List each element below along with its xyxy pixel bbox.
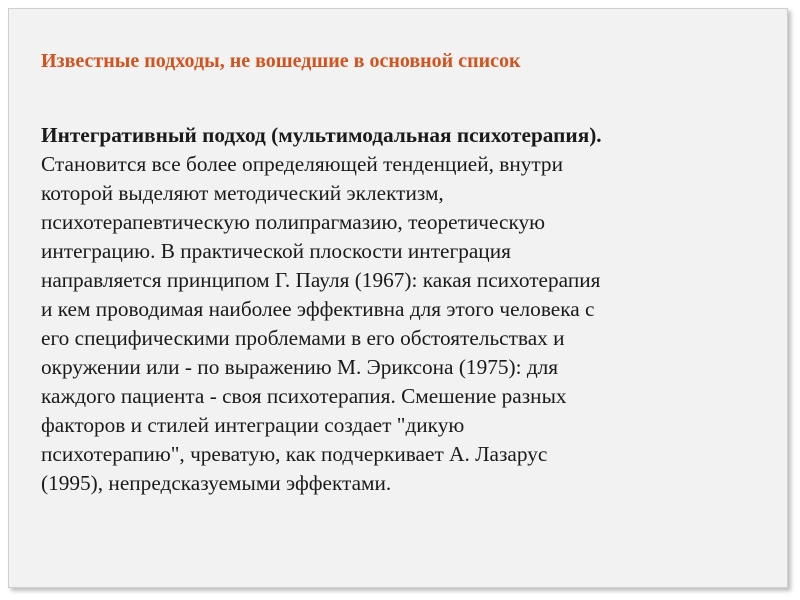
body-line: психотерапевтическую полипрагмазию, теоретическую bbox=[41, 210, 546, 234]
body-line: и кем проводимая наиболее эффективна для этого человека с bbox=[41, 297, 595, 321]
body-line: которой выделяют методический эклектизм, bbox=[41, 181, 444, 205]
section-heading: Интегративный подход (мультимодальная психотерапия). bbox=[41, 123, 602, 147]
body-line: окружении или - по выражению М. Эриксона (1975): для bbox=[41, 355, 559, 379]
slide-title: Известные подходы, не вошедшие в основной список bbox=[41, 50, 521, 72]
body-line: интеграцию. В практической плоскости интеграция bbox=[41, 239, 511, 263]
body-line: психотерапию", чреватую, как подчеркивает А. Лазарус bbox=[41, 442, 548, 466]
slide bbox=[8, 8, 788, 588]
body-line: (1995), непредсказуемыми эффектами. bbox=[41, 471, 392, 495]
body-line: направляется принципом Г. Пауля (1967): какая психотерапия bbox=[41, 268, 601, 292]
body-line: каждого пациента - своя психотерапия. Смешение разных bbox=[41, 384, 567, 408]
body-line: Становится все более определяющей тенденцией, внутри bbox=[41, 152, 563, 176]
slide-body-text bbox=[41, 121, 761, 498]
body-line: факторов и стилей интеграции создает "дикую bbox=[41, 413, 465, 437]
body-line: его специфическими проблемами в его обстоятельствах и bbox=[41, 326, 565, 350]
